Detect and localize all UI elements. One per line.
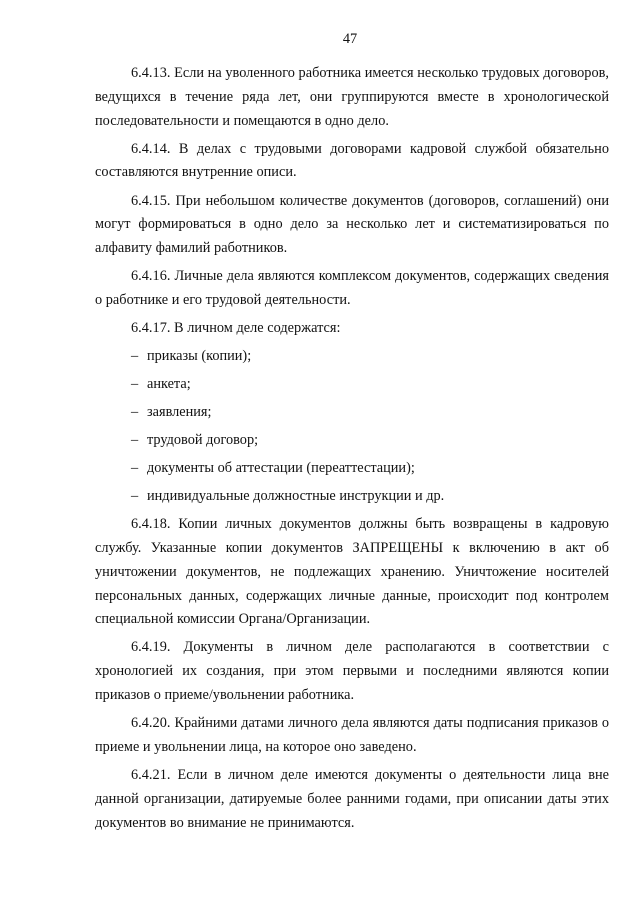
list-item-text: трудовой договор; (147, 432, 259, 449)
paragraph-6-4-17: 6.4.17. В личном деле содержатся: (131, 320, 341, 337)
list-item (95, 345, 609, 369)
list-item-text: анкета; (147, 376, 191, 393)
dash-marker: – (131, 432, 139, 449)
paragraph-6-4-16: 6.4.16. Личные дела являются комплексом документов, содержащих сведения о работнике и его трудовой деятельности. (95, 268, 609, 309)
paragraph-6-4-20: 6.4.20. Крайними датами личного дела являются даты подписания приказов о приеме и увольнении лица, на которое оно заведено. (95, 715, 609, 755)
dash-marker: – (131, 376, 139, 393)
list-item-text: индивидуальные должностные инструкции и др. (147, 488, 445, 505)
dash-marker: – (131, 460, 139, 477)
paragraph-6-4-19: 6.4.19. Документы в личном деле располагаются в соответствии с хронологией их создания, при этом первыми и последними являются копии приказов о приеме/увольнении работника. (95, 639, 609, 704)
paragraph-6-4-21: 6.4.21. Если в личном деле имеются документы о деятельности лица вне данной организации, датируемые более ранними годами, при описании даты этих документов во внимание не принимаются. (95, 767, 609, 831)
list-item (95, 373, 609, 397)
list-item (95, 429, 609, 453)
dash-marker: – (131, 404, 139, 421)
list-item (95, 401, 609, 425)
list-item (95, 485, 609, 509)
paragraph-6-4-18: 6.4.18. Копии личных документов должны быть возвращены в кадровую службу. Указанные копии документов ЗАПРЕЩЕНЫ к включению в акт об уничтожении документов, не подлежащих хранению. Уничтожение носителей персональных данных, содержащих личные данные, происходит под контролем специальной комиссии Органа/Организации. (95, 516, 609, 628)
page-number: 47 (342, 31, 358, 47)
document-body (95, 62, 609, 835)
list-item-text: приказы (копии); (147, 348, 252, 365)
list-item-text: заявления; (147, 404, 212, 421)
dash-marker: – (131, 348, 139, 365)
dash-marker: – (131, 488, 139, 505)
paragraph-6-4-15: 6.4.15. При небольшом количестве документов (договоров, соглашений) они могут формироваться в одно дело за несколько лет и систематизироваться по алфавиту фамилий работников. (95, 192, 609, 257)
paragraph-6-4-13: 6.4.13. Если на уволенного работника имеется несколько трудовых договоров, ведущихся в течение ряда лет, они группируются вместе в хронологической последовательности и помещаются в одно дело. (95, 65, 609, 129)
list-item-text: документы об аттестации (переаттестации); (147, 460, 415, 477)
paragraph-6-4-14: 6.4.14. В делах с трудовыми договорами кадровой службой обязательно составляются внутренние описи. (95, 140, 609, 181)
list-item (95, 457, 609, 481)
